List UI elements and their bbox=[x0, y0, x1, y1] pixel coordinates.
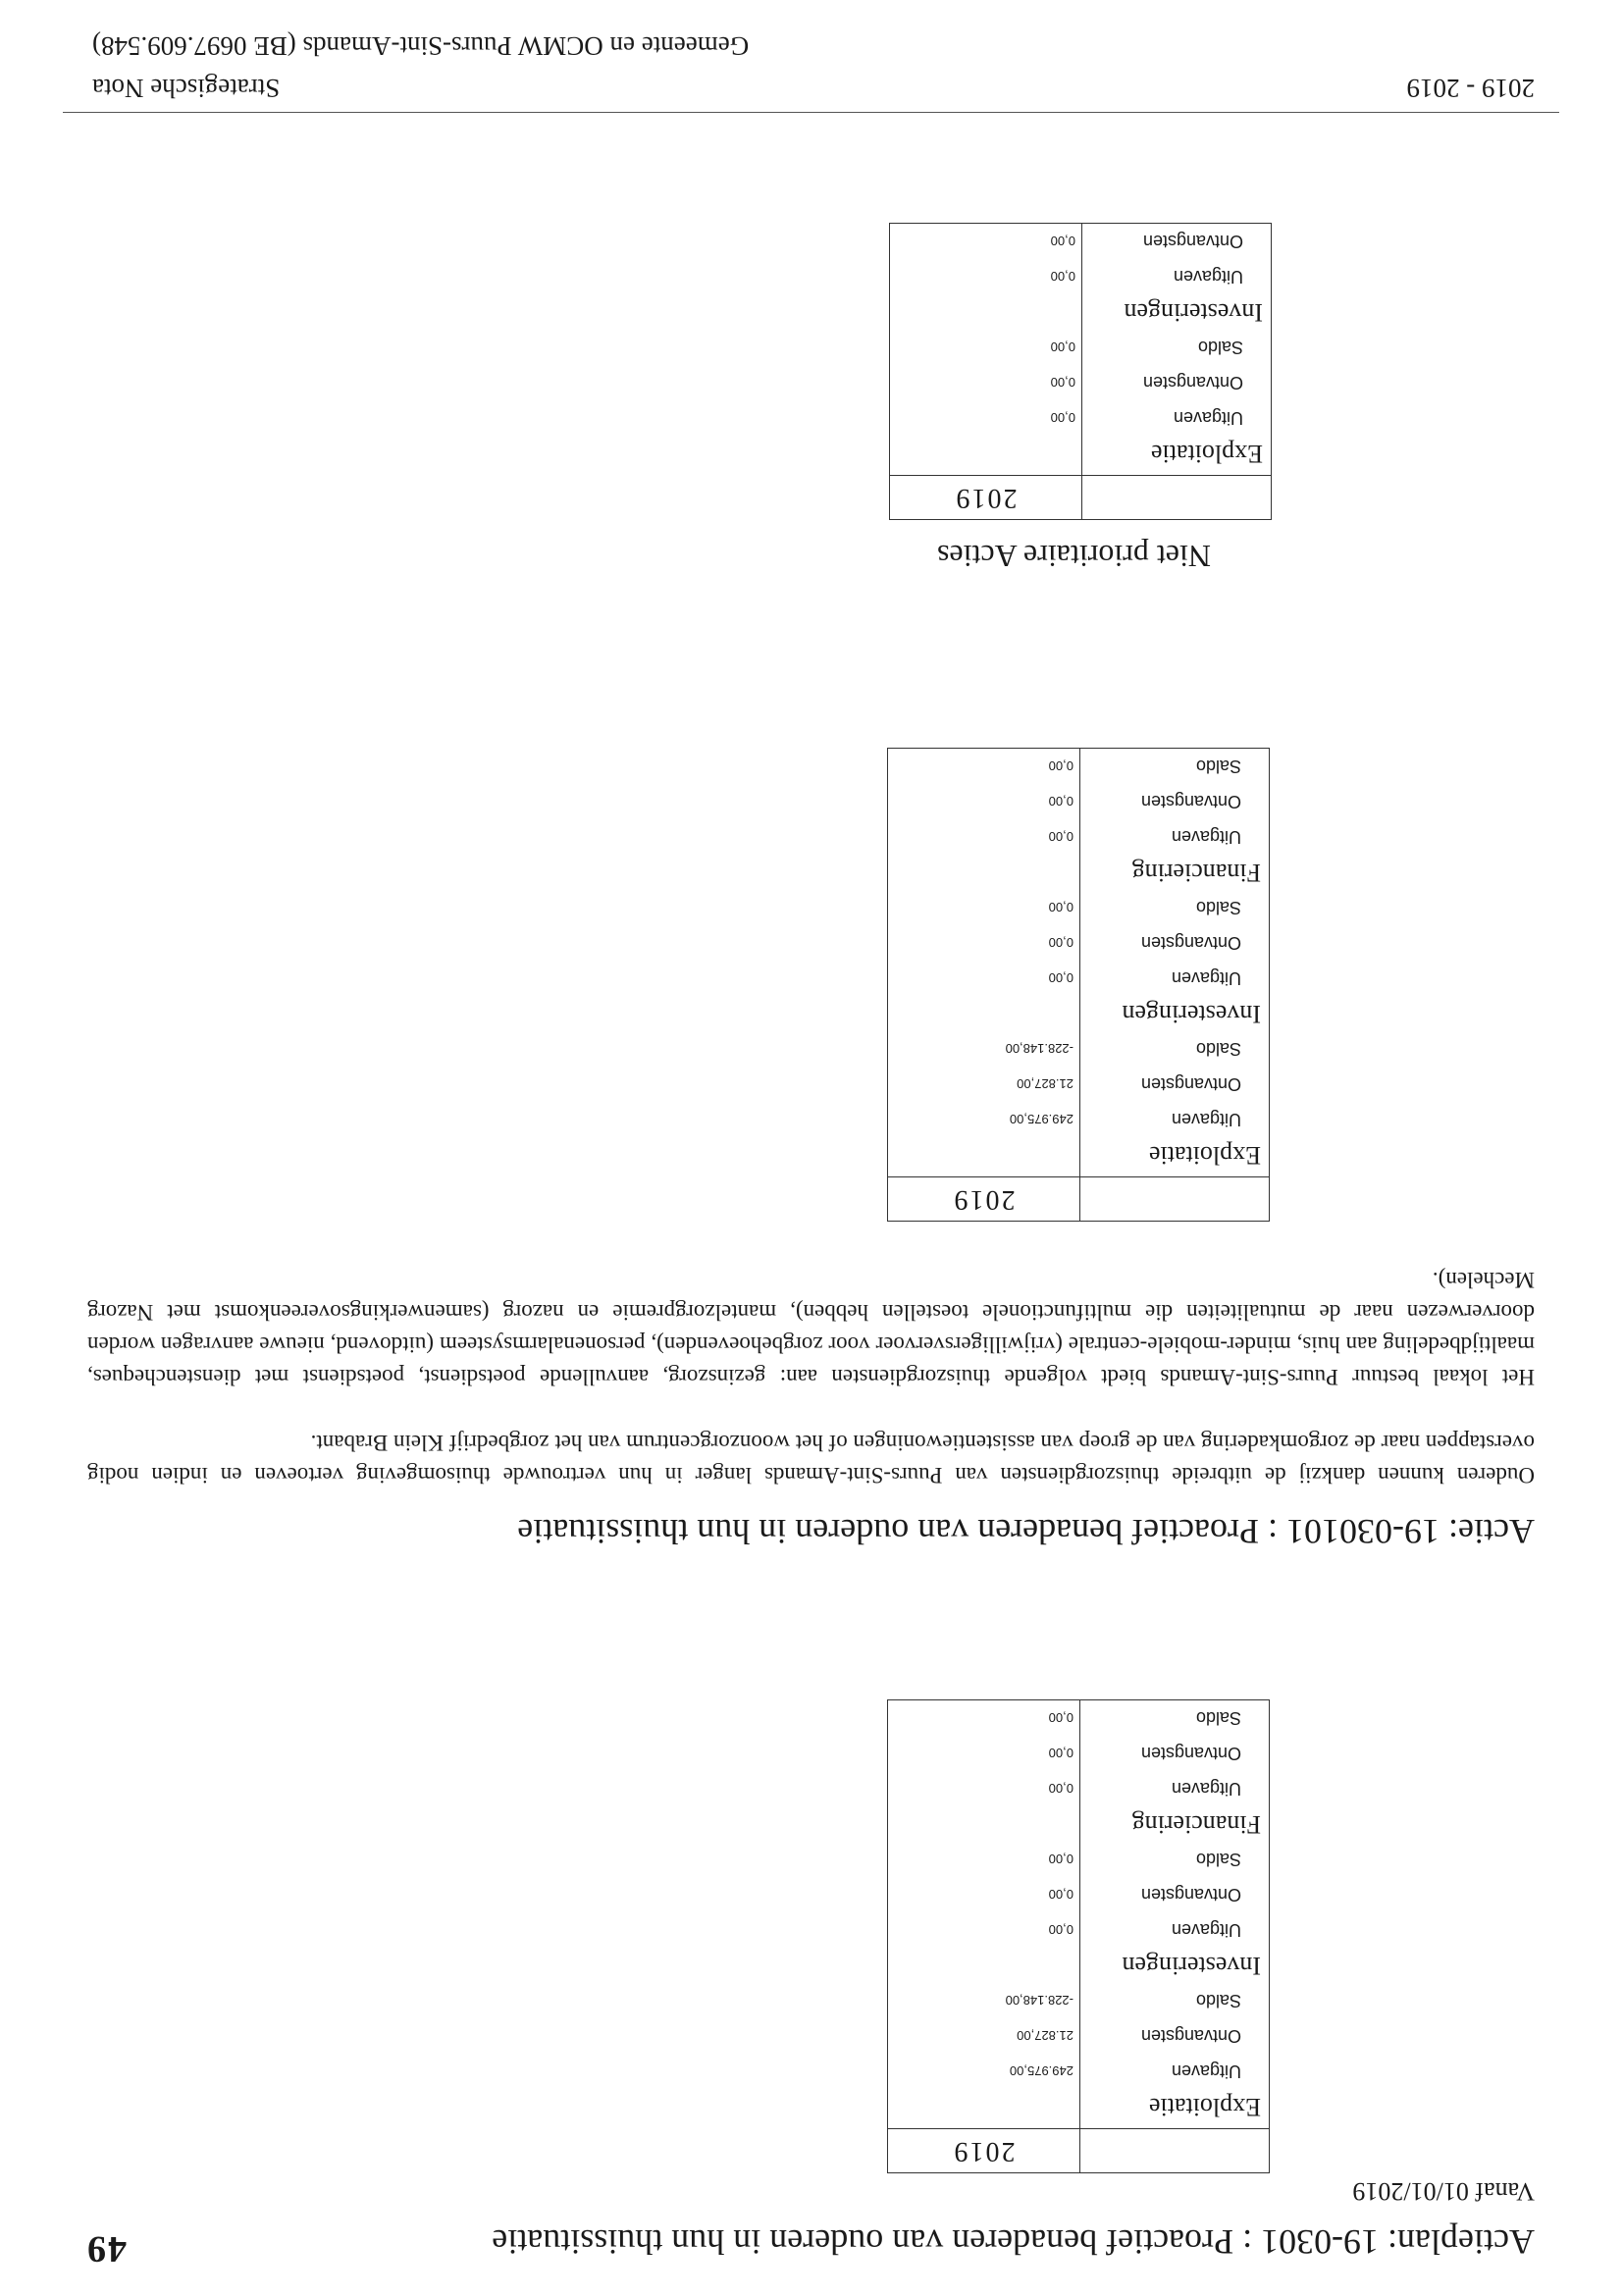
table-header bbox=[888, 1176, 1269, 1221]
row-value: 0,00 bbox=[1048, 1710, 1073, 1726]
row-label: Uitgaven bbox=[1171, 1779, 1241, 1800]
row-value: -228.148,00 bbox=[1005, 1993, 1073, 2009]
row-value: 0,00 bbox=[1048, 935, 1073, 951]
niet-prioritaire-table bbox=[889, 223, 1272, 520]
section-label: Investeringen bbox=[1122, 1952, 1261, 1980]
row-label: Ontvangsten bbox=[1140, 1744, 1241, 1764]
row-value: 0,00 bbox=[1050, 339, 1075, 355]
section-spacer bbox=[888, 996, 1079, 1031]
row-label: Uitgaven bbox=[1171, 1920, 1241, 1941]
row-value: 0,00 bbox=[1048, 1887, 1073, 1903]
section-label: Exploitatie bbox=[1148, 2093, 1261, 2121]
row-label: Ontvangsten bbox=[1140, 792, 1241, 812]
section-spacer bbox=[890, 436, 1081, 471]
row-value: 0,00 bbox=[1048, 794, 1073, 809]
row-value: 0,00 bbox=[1050, 375, 1075, 391]
actieplan-title: Actieplan: 19-0301 : Proactief benaderen van ouderen in hun thuissituatie bbox=[492, 2222, 1535, 2262]
row-value: 0,00 bbox=[1050, 410, 1075, 426]
value-column bbox=[888, 1700, 1079, 2128]
year-header: 2019 bbox=[952, 1184, 1016, 1215]
section-label: Financiering bbox=[1131, 859, 1261, 887]
section-spacer bbox=[888, 855, 1079, 890]
row-label: Uitgaven bbox=[1171, 1110, 1241, 1130]
row-label: Saldo bbox=[1197, 338, 1243, 358]
niet-prioritaire-title: Niet prioritaire Acties bbox=[936, 539, 1211, 574]
section-label: Investeringen bbox=[1124, 298, 1263, 327]
section-label: Exploitatie bbox=[1148, 1141, 1261, 1170]
row-value: 0,00 bbox=[1050, 269, 1075, 285]
actieplan-table bbox=[887, 1699, 1270, 2173]
section-label: Financiering bbox=[1131, 1810, 1261, 1839]
row-label: Saldo bbox=[1195, 1708, 1241, 1729]
actie-paragraph-2: Het lokaal bestuur Puurs-Sint-Amands biedt volgende thuiszorgdiensten aan: gezinszorg, aanvullende poetsdienst, poetsdienst met dienstencheques, maaltijdbedeling aan huis, minder-mobiele-centrale (vrijwilligersvervoer voor zorgbehoevenden), personenalarmsysteem (uitdovend, nieuwe aanvragen worden doorverwezen naar de mutualiteiten die multifunctionele toestellen hebben), mantelzorgpremie en nazorg (samenwerkingsovereenkomst met Nazorg Mechelen). bbox=[87, 1268, 1535, 1389]
row-label: Uitgaven bbox=[1173, 267, 1243, 287]
row-label: Ontvangsten bbox=[1142, 373, 1243, 393]
row-value: 0,00 bbox=[1048, 900, 1073, 915]
section-label: Investeringen bbox=[1122, 1000, 1261, 1028]
section-spacer bbox=[888, 1948, 1079, 1983]
row-label: Uitgaven bbox=[1171, 2061, 1241, 2082]
row-value: 0,00 bbox=[1048, 970, 1073, 986]
header-rule bbox=[63, 112, 1559, 113]
row-label: Uitgaven bbox=[1171, 827, 1241, 848]
row-label: Uitgaven bbox=[1173, 408, 1243, 429]
value-column bbox=[888, 749, 1079, 1176]
row-value: 21.827,00 bbox=[1017, 2028, 1073, 2044]
row-value: 21.827,00 bbox=[1017, 1076, 1073, 1092]
year-header: 2019 bbox=[954, 483, 1018, 513]
doc-title: Strategische Nota bbox=[92, 74, 281, 103]
label-column bbox=[1081, 224, 1271, 475]
row-value: 0,00 bbox=[1048, 1746, 1073, 1761]
row-label: Saldo bbox=[1195, 757, 1241, 777]
page-number: 49 bbox=[85, 2228, 127, 2270]
row-label: Ontvangsten bbox=[1140, 1074, 1241, 1095]
actie-title: Actie: 19-030101 : Proactief benaderen van ouderen in hun thuissituatie bbox=[517, 1512, 1535, 1551]
table-header-blank bbox=[1081, 476, 1271, 519]
table-header bbox=[890, 475, 1271, 519]
row-label: Ontvangsten bbox=[1140, 1885, 1241, 1905]
table-header-blank bbox=[1079, 2129, 1269, 2172]
section-label: Exploitatie bbox=[1150, 440, 1263, 468]
row-label: Saldo bbox=[1195, 1039, 1241, 1060]
row-value: 0,00 bbox=[1048, 1852, 1073, 1867]
label-column bbox=[1079, 749, 1269, 1176]
row-label: Saldo bbox=[1195, 1850, 1241, 1870]
row-label: Ontvangsten bbox=[1140, 933, 1241, 954]
row-value: 0,00 bbox=[1048, 829, 1073, 845]
table-header bbox=[888, 2128, 1269, 2172]
actieplan-since: Vanaf 01/01/2019 bbox=[1352, 2177, 1535, 2206]
section-spacer bbox=[888, 2089, 1079, 2124]
row-label: Ontvangsten bbox=[1142, 232, 1243, 252]
row-value: 0,00 bbox=[1050, 234, 1075, 249]
row-value: 0,00 bbox=[1048, 1922, 1073, 1938]
row-label: Saldo bbox=[1195, 1991, 1241, 2011]
year-header: 2019 bbox=[952, 2136, 1016, 2166]
actie-paragraph-1: Ouderen kunnen dankzij de uitbreide thuiszorgdiensten van Puurs-Sint-Amands langer in hun vertrouwde thuisomgeving vertoeven en indien nodig overstappen naar de zorgomkadering van de groep van assistentiewoningen of het woonzorgcentrum van het zorgbedrijf Klein Brabant. bbox=[87, 1431, 1535, 1487]
table-header-blank bbox=[1079, 1177, 1269, 1221]
label-column bbox=[1079, 1700, 1269, 2128]
section-spacer bbox=[888, 1806, 1079, 1842]
section-spacer bbox=[888, 1137, 1079, 1173]
row-value: 249.975,00 bbox=[1009, 1112, 1073, 1127]
row-label: Saldo bbox=[1195, 898, 1241, 918]
row-value: 0,00 bbox=[1048, 1781, 1073, 1797]
row-label: Uitgaven bbox=[1171, 968, 1241, 989]
row-label: Ontvangsten bbox=[1140, 2026, 1241, 2047]
section-spacer bbox=[890, 294, 1081, 330]
actie-table bbox=[887, 748, 1270, 1222]
period-label: 2019 - 2019 bbox=[1406, 74, 1535, 103]
row-value: 0,00 bbox=[1048, 758, 1073, 774]
value-column bbox=[890, 224, 1081, 475]
row-value: 249.975,00 bbox=[1009, 2063, 1073, 2079]
row-value: -228.148,00 bbox=[1005, 1041, 1073, 1057]
org-label: Gemeente en OCMW Puurs-Sint-Amands (BE 0697.609.548) bbox=[92, 31, 750, 61]
